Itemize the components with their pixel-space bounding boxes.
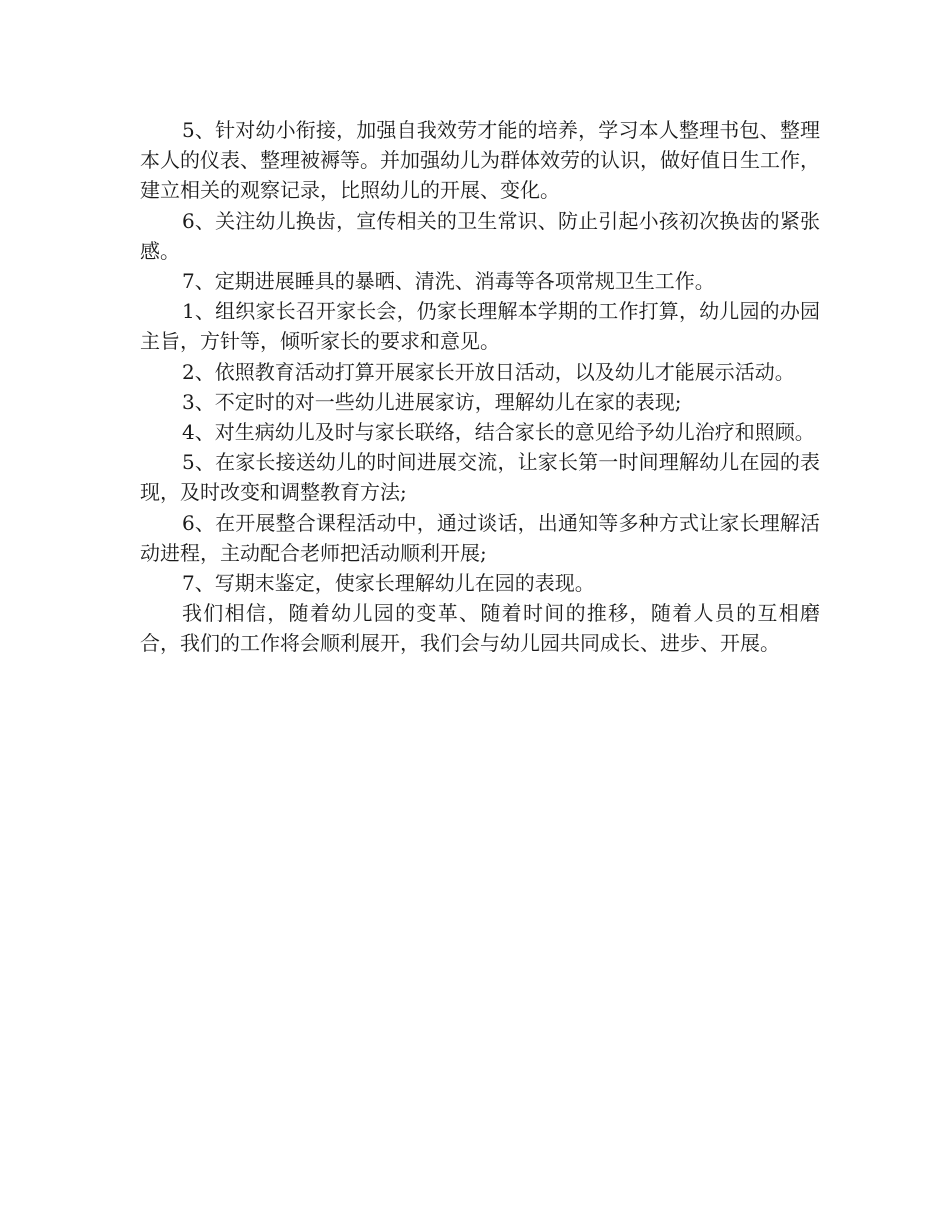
paragraph: 7、写期末鉴定，使家长理解幼儿在园的表现。 <box>182 571 595 596</box>
paragraph: 5、针对幼小衔接，加强自我效劳才能的培养，学习本人整理书包、整理本人的仪表、整理被褥等。并加强幼儿为群体效劳的认识，做好值日生工作，建立相关的观察记录，比照幼儿的开展、变化。 <box>140 118 820 203</box>
paragraph: 6、在开展整合课程活动中，通过谈话，出通知等多种方式让家长理解活动进程，主动配合老师把活动顺利开展; <box>140 510 820 565</box>
paragraph: 2、依照教育活动打算开展家长开放日活动，以及幼儿才能展示活动。 <box>182 359 795 384</box>
document-body <box>140 115 820 659</box>
paragraph: 6、关注幼儿换齿，宣传相关的卫生常识、防止引起小孩初次换齿的紧张感。 <box>140 208 820 263</box>
paragraph: 我们相信，随着幼儿园的变革、随着时间的推移，随着人员的互相磨合，我们的工作将会顺利展开，我们会与幼儿园共同成长、进步、开展。 <box>140 601 820 656</box>
paragraph: 1、组织家长召开家长会，仍家长理解本学期的工作打算，幼儿园的办园主旨，方针等，倾听家长的要求和意见。 <box>140 299 820 354</box>
paragraph: 5、在家长接送幼儿的时间进展交流，让家长第一时间理解幼儿在园的表现，及时改变和调整教育方法; <box>140 450 820 505</box>
paragraph: 3、不定时的对一些幼儿进展家访，理解幼儿在家的表现; <box>182 389 682 414</box>
paragraph: 4、对生病幼儿及时与家长联络，结合家长的意见给予幼儿治疗和照顾。 <box>182 420 815 445</box>
paragraph: 7、定期进展睡具的暴晒、清洗、消毒等各项常规卫生工作。 <box>182 269 715 294</box>
